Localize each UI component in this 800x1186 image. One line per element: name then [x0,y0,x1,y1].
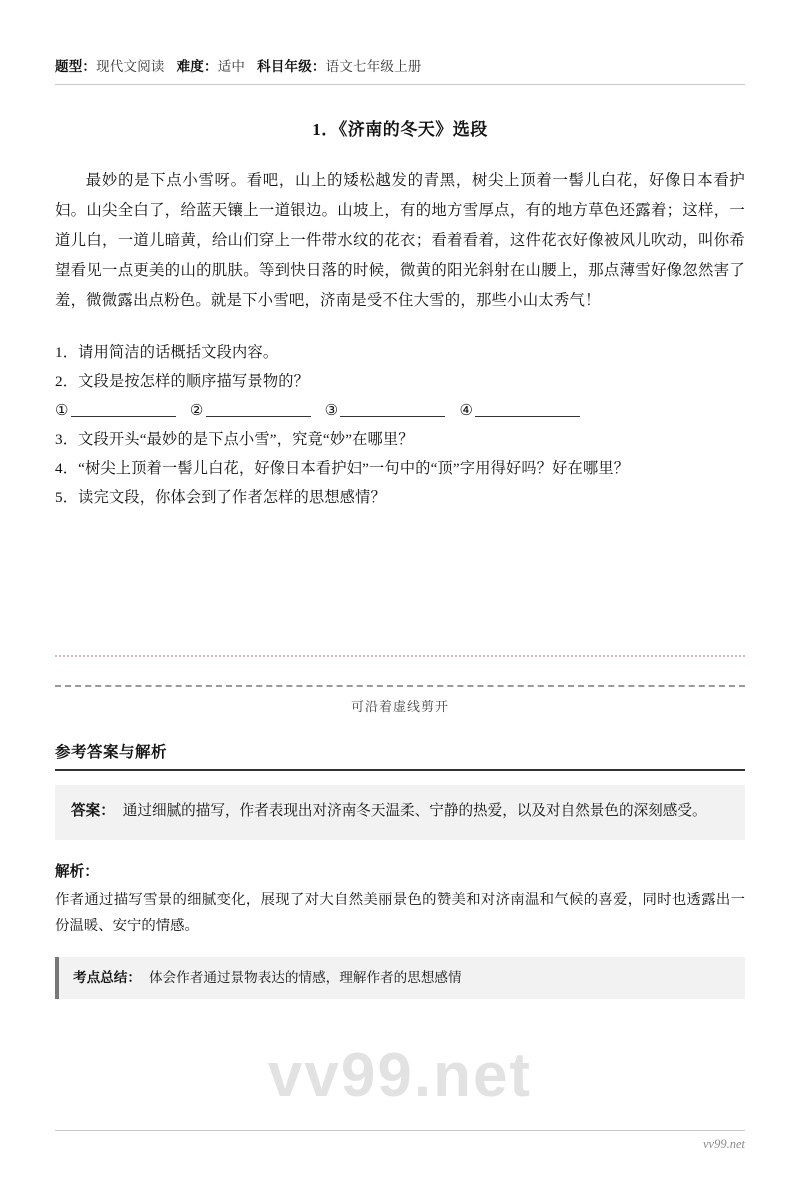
blank-marker-4: ④ [459,402,474,419]
meta-type-value: 现代文阅读 [96,59,165,74]
blank-marker-3: ③ [324,402,339,419]
passage-text: 最妙的是下点小雪呀。看吧，山上的矮松越发的青黑，树尖上顶着一髻儿白花，好像日本看护妇。山尖全白了，给蓝天镶上一道银边。山坡上，有的地方雪厚点，有的地方草色还露着；这样，一道儿白，一道儿暗黄，给山们穿上一件带水纹的花衣；看着看着，这件花衣好像被风儿吹动，叫你希望看见一点更美的山的肌肤。等到快日落的时候，微黄的阳光斜射在山腰上，那点薄雪好像忽然害了羞，微微露出点粉色。就是下小雪吧，济南是受不住大雪的，那些小山太秀气！ [55,172,745,309]
blank-field-3[interactable] [340,401,445,417]
dotted-divider [55,655,745,657]
footer-site-label: vv99.net [703,1137,745,1151]
keypoint-box [55,957,745,999]
question-1: 1．请用简洁的话概括文段内容。 [55,344,279,361]
keypoint-label: 考点总结： [73,970,141,985]
meta-difficulty-label: 难度： [176,59,218,74]
blank-marker-2: ② [189,402,204,419]
document-page [0,55,800,1186]
blank-field-2[interactable] [206,401,311,417]
answer-section-title: 参考答案与解析 [55,744,168,761]
answer-label: 答案： [71,803,115,819]
blank-field-1[interactable] [71,401,176,417]
question-list [55,338,745,512]
meta-difficulty-value: 适中 [217,59,246,74]
blank-field-4[interactable] [475,401,580,417]
analysis-label: 解析： [55,864,99,880]
document-meta [55,55,745,75]
meta-type-label: 题型： [55,59,97,74]
question-3: 3．文段开头“最妙的是下点小雪”，究竟“妙”在哪里？ [55,431,414,448]
answer-text: 通过细腻的描写，作者表现出对济南冬天温柔、宁静的热爱，以及对自然景色的深刻感受。 [122,803,707,819]
question-2: 2．文段是按怎样的顺序描写景物的？ [55,373,309,390]
cut-instruction-label: 可沿着虚线剪开 [350,699,449,714]
meta-divider [55,84,745,85]
blank-marker-1: ① [55,402,69,419]
answer-box [55,785,745,840]
page-title: 1．《济南的冬天》选段 [312,120,488,139]
answer-section [55,740,745,999]
question-4: 4．“树尖上顶着一髻儿白花，好像日本看护妇”一句中的“顶”字用得好吗？好在哪里？ [55,460,630,477]
answer-section-divider [55,769,745,771]
watermark: vv99.net [267,1041,533,1110]
keypoint-text: 体会作者通过景物表达的情感，理解作者的思想感情 [148,970,462,985]
answer-blank-row [55,396,745,425]
meta-subject-label: 科目年级： [257,59,326,74]
meta-subject-value: 语文七年级上册 [325,59,422,74]
analysis-text: 作者通过描写雪景的细腻变化，展现了对大自然美丽景色的赞美和对济南温和气候的喜爱，同时也透露出一份温暖、安宁的情感。 [55,892,745,934]
cut-zone [55,655,745,715]
scissors-cut-line [55,685,745,687]
question-5: 5．读完文段，你体会到了作者怎样的思想感情？ [55,489,386,506]
